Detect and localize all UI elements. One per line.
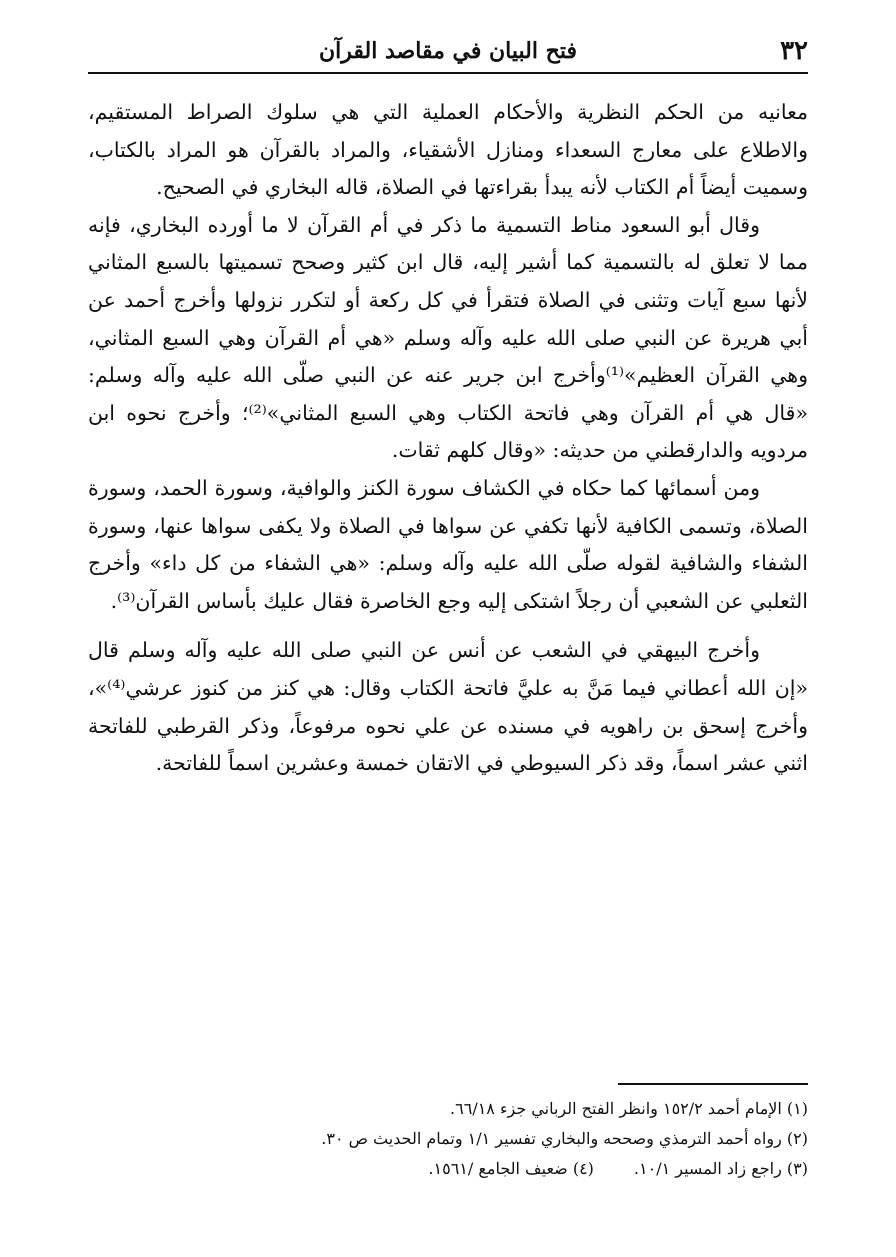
footnote: (٢) رواه أحمد الترمذي وصححه والبخاري تفسير ١/١ وتمام الحديث ص ٣٠.	[321, 1129, 808, 1148]
paragraph: وقال أبو السعود مناط التسمية ما ذكر في أم القرآن لا ما أورده البخاري، فإنه مما لا تعلق له بالتسمية كما أشير إليه، قال ابن كثير وصحح تسميتها بالسبع المثاني لأنها سبع آيات وتثنى في الصلاة فتقرأ في كل ركعة أو لتكرر نزولها وأخرج أحمد عن أبي هريرة عن النبي صلى الله عليه وآله وسلم «هي أم القرآن وهي السبع المثاني، وهي القرآن العظيم»⁽¹⁾وأخرج ابن جرير عنه عن النبي صلّى الله عليه وآله وسلم: «قال هي أم القرآن وهي فاتحة الكتاب وهي السبع المثاني»⁽²⁾؛ وأخرج نحوه ابن مردويه والدارقطني من حديثه: «وقال كلهم ثقات.	[88, 212, 809, 463]
paragraph: معانيه من الحكم النظرية والأحكام العملية التي هي سلوك الصراط المستقيم، والاطلاع على معارج السعداء ومنازل الأشقياء، والمراد بالقرآن هو المراد بالكتاب، وسميت أيضاً أم الكتاب لأنه يبدأ بقراءتها في الصلاة، قاله البخاري في الصحيح.	[88, 100, 808, 200]
footnote: (١) الإمام أحمد ١٥٢/٢ وانظر الفتح الرباني جزء ٦٦/١٨.	[450, 1099, 808, 1118]
running-title: فتح البيان في مقاصد القرآن	[319, 38, 577, 64]
page-header	[88, 34, 808, 74]
footnote: (٣) راجع زاد المسير ١٠/١.	[633, 1159, 808, 1178]
paragraph: ومن أسمائها كما حكاه في الكشاف سورة الكنز والوافية، وسورة الحمد، وسورة الصلاة، وتسمى الكافية لأنها تكفي عن سواها في الصلاة ولا يكفى سواها عنها، وسورة الشفاء والشافية لقوله صلّى الله عليه وآله وسلم: «هي الشفاء من كل داء» وأخرج الثعلبي عن الشعبي أن رجلاً اشتكى إليه وجع الخاصرة فقال عليك بأساس القرآن⁽³⁾.	[88, 475, 808, 613]
main-text	[88, 94, 808, 783]
footnote-separator	[618, 1083, 808, 1085]
footnote: (٤) ضعيف الجامع /١٥٦١.	[428, 1159, 594, 1178]
page-number: ٣٢	[780, 36, 808, 66]
paragraph: وأخرج البيهقي في الشعب عن أنس عن النبي صلى الله عليه وآله وسلم قال «إن الله أعطاني فيما مَنَّ به عليَّ فاتحة الكتاب وقال: هي كنز من كنوز عرشي⁽⁴⁾»، وأخرج إسحق بن راهويه في مسنده عن علي نحوه مرفوعاً، وذكر القرطبي للفاتحة اثني عشر اسماً، وقد ذكر السيوطي في الاتقان خمسة وعشرين اسماً للفاتحة.	[88, 638, 808, 776]
header-rule	[88, 72, 808, 74]
footnote-line	[88, 1154, 808, 1184]
footnotes	[88, 1094, 808, 1184]
